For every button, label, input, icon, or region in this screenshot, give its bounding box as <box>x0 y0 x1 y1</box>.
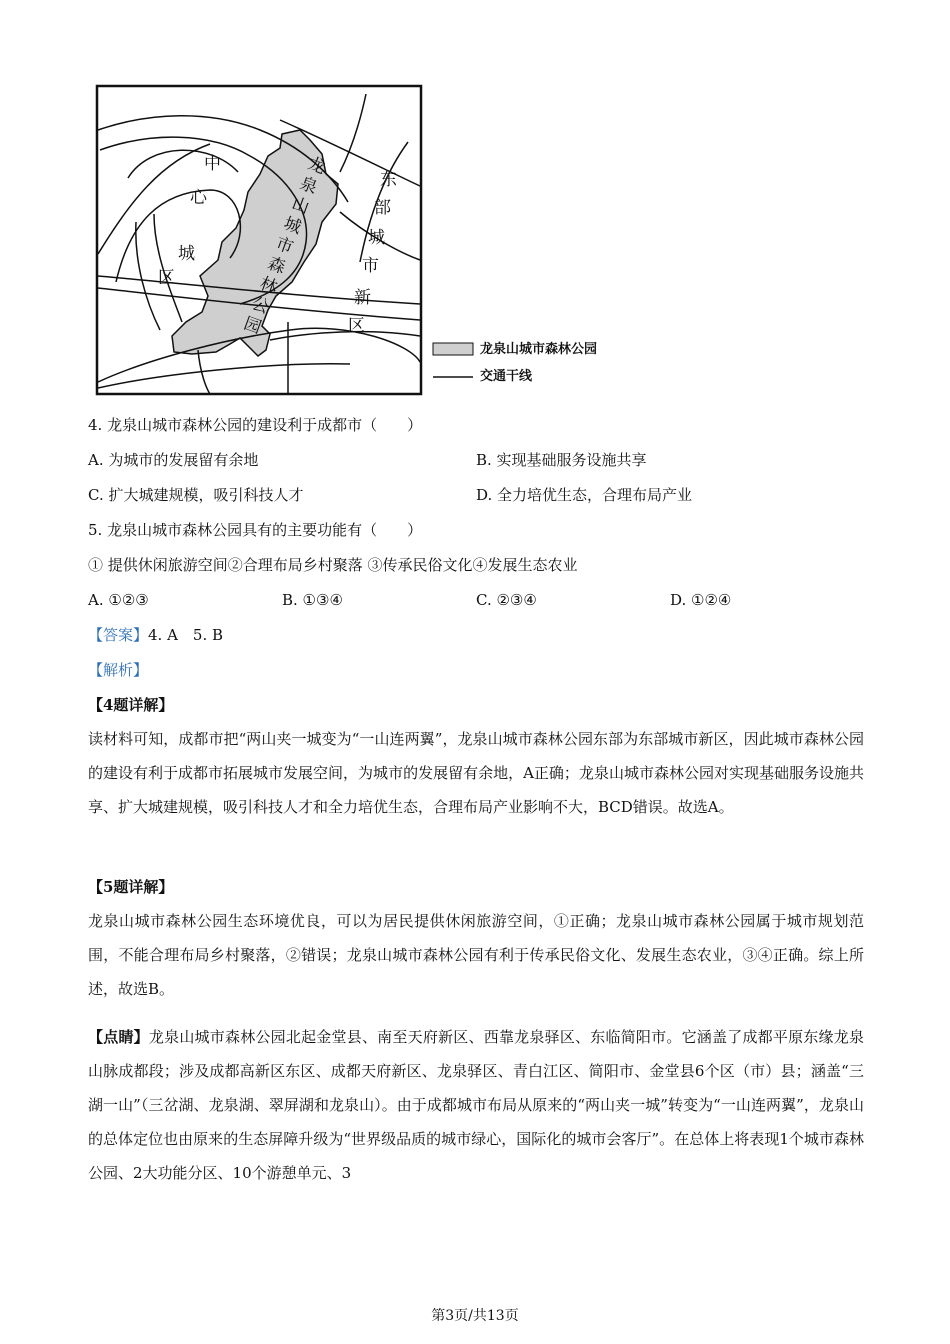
park-label-5: 市 <box>273 233 296 259</box>
answer-line <box>88 625 223 645</box>
q4-option-a: A. 为城市的发展留有余地 <box>88 451 259 469</box>
analysis-tag: 【解析】 <box>88 661 149 679</box>
map-label-qu2: 区 <box>348 316 365 336</box>
dianjing-text: 龙泉山城市森林公园北起金堂县、南至天府新区、西靠龙泉驿区、东临简阳市。它涵盖了成都平原东缘龙泉山脉成都段；涉及成都高新区东区、成都天府新区、龙泉驿区、青白江区、简阳市、金堂县6个区（市）县；涵盖“三湖一山”（三岔湖、龙泉湖、翠屏湖和龙泉山）。由于成都城市布局从原来的“两山夹一城”转变为“一山连两翼”，龙泉山的总体定位也由原来的生态屏障升级为“世界级品质的城市绿心，国际化的城市会客厅”。在总体上将表现1个城市森林公园、2大功能分区、10个游憩单元、3 <box>88 1028 864 1182</box>
q5-option-d: D. ①②④ <box>670 591 732 609</box>
q4-option-d: D. 全力培优生态，合理布局产业 <box>476 486 693 504</box>
map-label-cheng2: 城 <box>368 228 385 248</box>
park-label-1: 龙 <box>305 153 328 179</box>
map-label-zhong: 中 <box>204 154 221 174</box>
legend-park-label: 龙泉山城市森林公园 <box>480 342 598 357</box>
park-label-2: 泉 <box>297 173 320 199</box>
q5-option-b: B. ①③④ <box>282 591 343 609</box>
detail5-text: 龙泉山城市森林公园生态环境优良，可以为居民提供休闲旅游空间，①正确；龙泉山城市森林公园属于城市规划范围，不能合理布局乡村聚落，②错误；龙泉山城市森林公园有利于传承民俗文化、发展生态农业，③④正确。综上所述，故选B。 <box>88 912 864 998</box>
q4-stem: 4. 龙泉山城市森林公园的建设利于成都市（ ） <box>88 416 423 434</box>
dianjing-paragraph <box>88 1020 864 1190</box>
park-label-6: 森 <box>265 253 288 279</box>
legend-park-swatch <box>433 343 473 355</box>
park-label-8: 公 <box>249 293 272 319</box>
park-label-7: 林 <box>257 273 280 299</box>
park-label-4: 城 <box>281 213 304 239</box>
q4-option-c: C. 扩大城建规模，吸引科技人才 <box>88 486 304 504</box>
q5-items: ① 提供休闲旅游空间②合理布局乡村聚落 ③传承民俗文化④发展生态农业 <box>88 556 578 574</box>
map-label-dong: 东 <box>380 170 397 190</box>
q5-option-c: C. ②③④ <box>476 591 537 609</box>
detail5-title: 【5题详解】 <box>88 878 174 896</box>
q5-stem: 5. 龙泉山城市森林公园具有的主要功能有（ ） <box>88 521 423 539</box>
answer-tag: 【答案】 <box>88 626 149 644</box>
map-label-cheng: 城 <box>178 244 195 264</box>
map-label-xin: 心 <box>190 188 207 208</box>
page-footer: 第3页/共13页 <box>431 1308 519 1324</box>
map-label-shi: 市 <box>362 256 379 276</box>
map-label-xin2: 新 <box>354 288 371 308</box>
park-label-3: 山 <box>289 193 312 219</box>
detail4-title: 【4题详解】 <box>88 696 174 714</box>
map-label-qu: 区 <box>158 268 175 288</box>
map-label-bu: 部 <box>374 198 391 218</box>
answer-text: 4. A 5. B <box>148 626 224 644</box>
q4-option-b: B. 实现基础服务设施共享 <box>476 451 647 469</box>
legend-road-label: 交通干线 <box>480 369 533 384</box>
q5-option-a: A. ①②③ <box>88 591 149 609</box>
detail4-text: 读材料可知，成都市把“两山夹一城变为“一山连两翼”，龙泉山城市森林公园东部为东部城市新区，因此城市森林公园的建设有利于成都市拓展城市发展空间，为城市的发展留有余地，A正确；龙泉山城市森林公园对实现基础服务设施共享、扩大城建规模，吸引科技人才和全力培优生态，合理布局产业影响不大，BCD错误。故选A。 <box>88 730 864 816</box>
park-label-9: 园 <box>241 313 264 339</box>
dianjing-title: 【点睛】 <box>88 1028 149 1046</box>
map-figure <box>90 82 650 400</box>
